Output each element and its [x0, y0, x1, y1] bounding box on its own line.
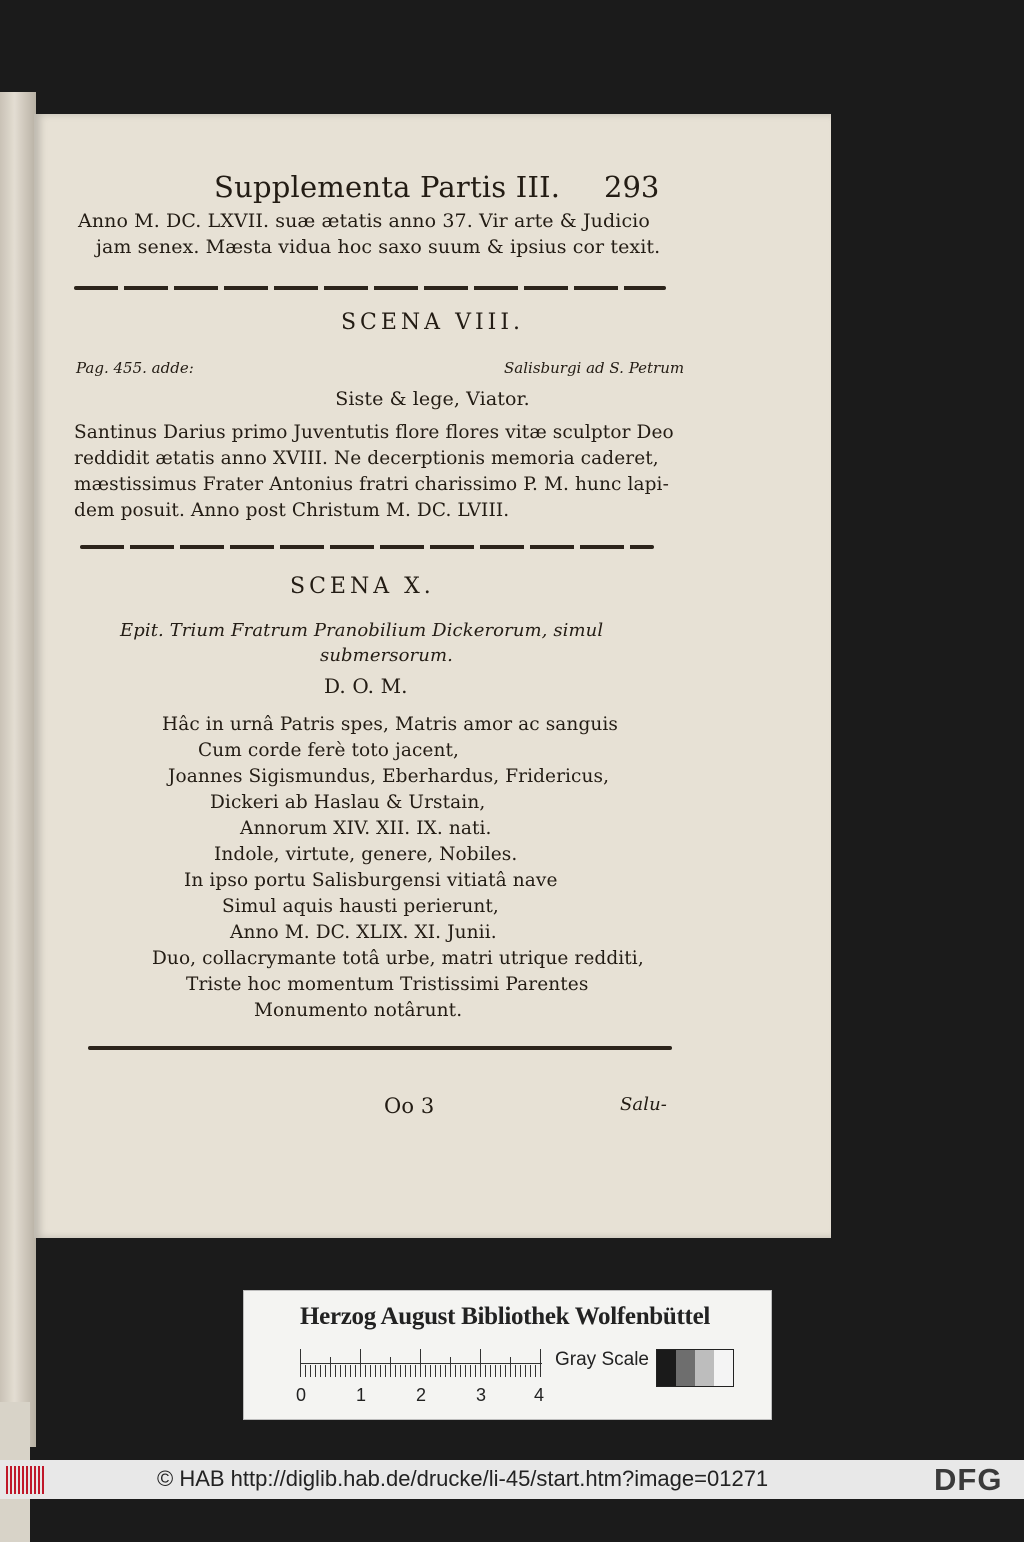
ruler-tick: [375, 1365, 376, 1377]
ruler-tick: [380, 1365, 381, 1377]
ruler-tick: [505, 1365, 506, 1377]
epitaph-line-3: Joannes Sigismundus, Eberhardus, Fridericus,: [168, 766, 610, 787]
scena-x-title-line-2: submersorum.: [320, 645, 453, 666]
gray-swatches: [656, 1349, 734, 1387]
ruler-tick: [405, 1365, 406, 1377]
dfg-logo: DFG: [934, 1462, 1003, 1497]
scena-viii-line-3: mæstissimus Frater Antonius fratri charissimo P. M. hunc lapi-: [74, 474, 669, 495]
intro-line-2: jam senex. Mæsta vidua hoc saxo suum & ipsius cor texit.: [96, 236, 661, 258]
scena-x-dom: D. O. M.: [324, 674, 408, 698]
ruler-tick: [355, 1365, 356, 1377]
book-page: [34, 114, 831, 1238]
ruler-label-3: 3: [476, 1385, 487, 1405]
scena-x-heading: SCENA X.: [290, 574, 435, 599]
scena-viii-line-4: dem posuit. Anno post Christum M. DC. LVIII.: [74, 500, 510, 521]
epitaph-line-5: Annorum XIV. XII. IX. nati.: [240, 818, 492, 839]
epitaph-line-6: Indole, virtute, genere, Nobiles.: [214, 844, 518, 865]
ruler-tick: [390, 1357, 391, 1377]
ruler-tick: [535, 1365, 536, 1377]
barcode-bar: [42, 1466, 44, 1494]
ruler-tick: [305, 1365, 306, 1377]
gray-swatch: [695, 1350, 714, 1386]
epitaph-line-10: Duo, collacrymante totâ urbe, matri utrique redditi,: [152, 948, 644, 969]
ruler-tick: [320, 1365, 321, 1377]
ruler-tick: [365, 1365, 366, 1377]
signature-mark: Oo 3: [384, 1094, 435, 1118]
epitaph-line-11: Triste hoc momentum Tristissimi Parentes: [186, 974, 589, 995]
barcode-bar: [22, 1466, 24, 1494]
epitaph-line-7: In ipso portu Salisburgensi vitiatâ nave: [184, 870, 558, 891]
epitaph-line-8: Simul aquis hausti perierunt,: [222, 896, 499, 917]
barcode-icon: [6, 1466, 46, 1494]
ruler-tick: [400, 1365, 401, 1377]
ruler-tick: [450, 1357, 451, 1377]
gray-scale-label: Gray Scale: [555, 1349, 649, 1370]
barcode-bar: [34, 1466, 36, 1494]
ruler-tick: [340, 1365, 341, 1377]
barcode-bar: [38, 1466, 40, 1494]
ruler-tick: [435, 1365, 436, 1377]
ruler-label-2: 2: [416, 1385, 427, 1405]
scena-x-title-line-1: Epit. Trium Fratrum Pranobilium Dickerorum, simul: [120, 620, 604, 641]
ruler-label-4: 4: [534, 1385, 545, 1405]
gray-swatch: [676, 1350, 695, 1386]
gray-swatch: [714, 1350, 733, 1386]
ruler-tick: [310, 1365, 311, 1377]
ruler-tick: [515, 1365, 516, 1377]
barcode-bar: [30, 1466, 32, 1494]
ruler-tick: [475, 1365, 476, 1377]
epitaph-line-12: Monumento notârunt.: [254, 1000, 463, 1021]
ruler-tick: [540, 1349, 541, 1377]
ruler-tick: [325, 1365, 326, 1377]
epitaph-line-4: Dickeri ab Haslau & Urstain,: [210, 792, 486, 813]
scale-card: [243, 1290, 772, 1420]
epitaph-line-1: Hâc in urnâ Patris spes, Matris amor ac sanguis: [162, 714, 619, 735]
ruler-tick: [500, 1365, 501, 1377]
scena-viii-location: Salisburgi ad S. Petrum: [504, 359, 685, 377]
ruler-tick: [345, 1365, 346, 1377]
barcode-bar: [14, 1466, 16, 1494]
ruler-tick: [470, 1365, 471, 1377]
divider-rule-2: [80, 545, 654, 549]
ruler-tick: [315, 1365, 316, 1377]
ruler-tick: [330, 1357, 331, 1377]
ruler-tick: [350, 1365, 351, 1377]
ruler-tick: [465, 1365, 466, 1377]
epitaph-line-2: Cum corde ferè toto jacent,: [198, 740, 460, 761]
scena-viii-page-ref: Pag. 455. adde:: [76, 359, 194, 377]
ruler-tick: [385, 1365, 386, 1377]
scena-viii-line-1: Santinus Darius primo Juventutis flore flores vitæ sculptor Deo: [74, 422, 674, 443]
ruler-tick: [415, 1365, 416, 1377]
book-edge: [0, 92, 36, 1447]
running-head: Supplementa Partis III.: [214, 170, 561, 204]
ruler-tick: [420, 1349, 421, 1377]
ruler-tick: [510, 1357, 511, 1377]
ruler-tick: [425, 1365, 426, 1377]
epitaph-line-9: Anno M. DC. XLIX. XI. Junii.: [230, 922, 497, 943]
catchword: Salu-: [620, 1094, 667, 1115]
ruler-label-0: 0: [296, 1385, 307, 1405]
barcode-bar: [26, 1466, 28, 1494]
barcode-bar: [6, 1466, 8, 1494]
ruler-tick: [445, 1365, 446, 1377]
ruler-tick: [530, 1365, 531, 1377]
intro-line-1: Anno M. DC. LXVII. suæ ætatis anno 37. Vir arte & Judicio: [78, 210, 650, 232]
ruler-tick: [440, 1365, 441, 1377]
ruler-tick: [360, 1349, 361, 1377]
ruler-tick: [300, 1349, 301, 1377]
ruler-tick: [480, 1349, 481, 1377]
ruler-tick: [455, 1365, 456, 1377]
ruler-tick: [370, 1365, 371, 1377]
library-name: Herzog August Bibliothek Wolfenbüttel: [300, 1303, 711, 1330]
scena-viii-subheading: Siste & lege, Viator.: [335, 388, 530, 410]
ruler: [300, 1349, 542, 1377]
scena-viii-line-2: reddidit ætatis anno XVIII. Ne decerptionis memoria caderet,: [74, 448, 659, 469]
divider-rule-3: [88, 1046, 672, 1050]
ruler-tick: [395, 1365, 396, 1377]
footer-bar: [0, 1460, 1024, 1499]
footer-credit: © HAB http://diglib.hab.de/drucke/li-45/start.htm?image=01271: [157, 1466, 769, 1491]
ruler-tick: [495, 1365, 496, 1377]
ruler-tick: [525, 1365, 526, 1377]
barcode-bar: [10, 1466, 12, 1494]
ruler-label-1: 1: [356, 1385, 367, 1405]
ruler-tick: [335, 1365, 336, 1377]
divider-rule-1: [74, 286, 666, 290]
barcode-bar: [18, 1466, 20, 1494]
ruler-tick: [520, 1365, 521, 1377]
gray-swatch: [657, 1350, 676, 1386]
ruler-tick: [410, 1365, 411, 1377]
page-number: 293: [604, 170, 660, 204]
ruler-tick: [485, 1365, 486, 1377]
ruler-tick: [430, 1365, 431, 1377]
scena-viii-heading: SCENA VIII.: [340, 310, 525, 335]
ruler-tick: [460, 1365, 461, 1377]
ruler-tick: [490, 1365, 491, 1377]
